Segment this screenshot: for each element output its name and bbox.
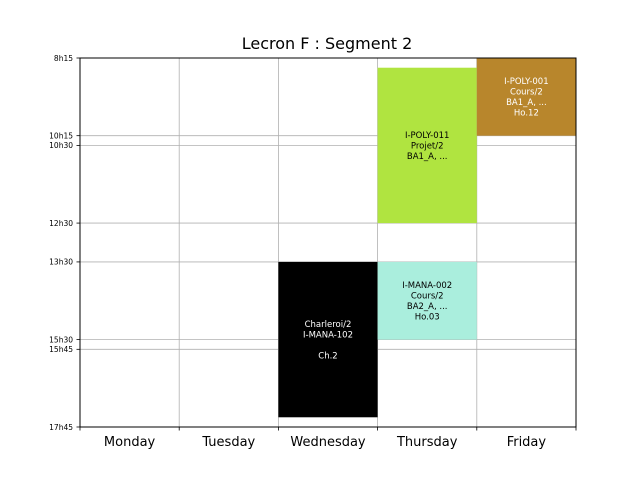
event-text-line: Cours/2 <box>410 291 444 302</box>
chart-title: Lecron F : Segment 2 <box>241 34 413 53</box>
event-text-line: I-POLY-011 <box>404 130 450 141</box>
event-text-line: Cours/2 <box>510 87 543 98</box>
event-text-line: I-MANA-102 <box>303 330 353 341</box>
y-tick-label: 15h30 <box>49 335 73 345</box>
day-label-tuesday: Tuesday <box>202 435 256 450</box>
event-block[interactable] <box>378 262 477 340</box>
event-text-line: Charleroi/2 <box>304 319 352 330</box>
y-tick-label: 13h30 <box>49 257 73 267</box>
event-text-line: Ch.2 <box>318 351 338 362</box>
y-tick-label: 15h45 <box>49 345 73 355</box>
y-tick-label: 10h15 <box>49 131 73 141</box>
x-axis <box>80 427 576 450</box>
event-text-line: I-POLY-001 <box>504 77 549 88</box>
y-tick-label: 12h30 <box>49 218 73 228</box>
event-text-line: BA2_A, ... <box>406 302 448 313</box>
day-label-thursday: Thursday <box>396 435 458 450</box>
y-tick-label: 10h30 <box>49 141 73 151</box>
y-tick-label: 8h15 <box>53 53 73 63</box>
day-label-wednesday: Wednesday <box>290 435 366 450</box>
day-label-friday: Friday <box>506 435 547 450</box>
event-text-line: Ho.12 <box>513 108 539 119</box>
events-layer <box>278 58 576 417</box>
event-block[interactable] <box>278 262 377 417</box>
event-text-line: BA1_A, ... <box>406 151 448 162</box>
y-axis <box>49 54 80 432</box>
event-text-line: I-MANA-002 <box>402 281 453 292</box>
event-block[interactable] <box>477 58 576 136</box>
event-text-line: Ho.03 <box>414 312 440 323</box>
event-block[interactable] <box>378 68 477 223</box>
event-text-line: BA1_A, ... <box>506 98 547 109</box>
event-text-line: Projet/2 <box>410 141 444 152</box>
y-tick-label: 17h45 <box>49 422 73 432</box>
day-label-monday: Monday <box>103 435 156 450</box>
